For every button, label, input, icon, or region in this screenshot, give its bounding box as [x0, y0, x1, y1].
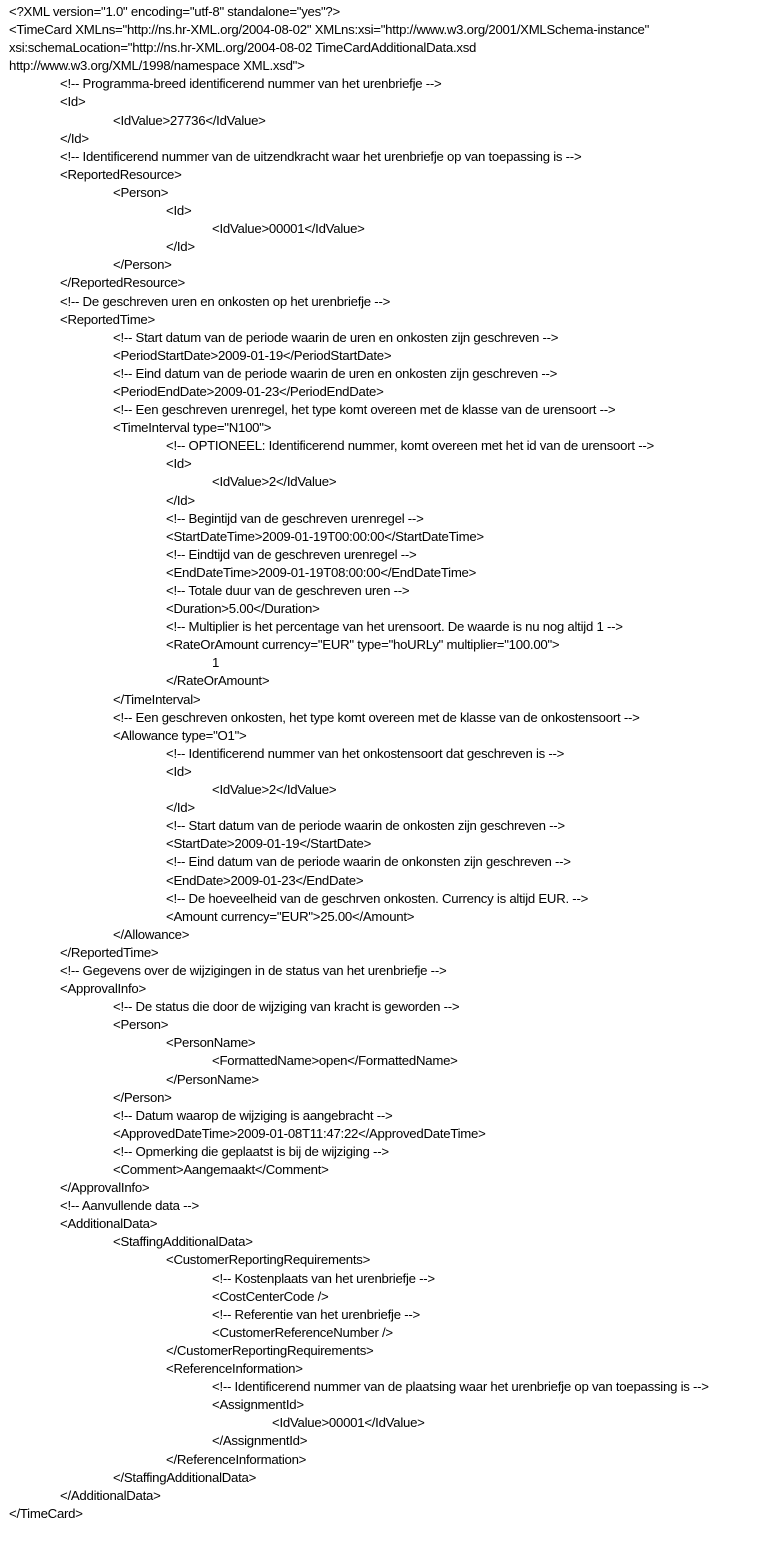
xml-line: </TimeCard> [9, 1505, 83, 1521]
xml-line: </StaffingAdditionalData> [113, 1469, 257, 1485]
xml-line: </Id> [166, 239, 195, 255]
xml-line: </Person> [113, 1089, 172, 1105]
xml-line: </TimeInterval> [113, 691, 201, 707]
xml-line: <Amount currency="EUR">25.00</Amount> [166, 908, 415, 924]
xml-line: <!-- Begintijd van de geschreven urenregel --> [166, 510, 424, 526]
xml-line: <EndDateTime>2009-01-19T08:00:00</EndDateTime> [166, 564, 477, 580]
xml-line: </AdditionalData> [60, 1487, 161, 1503]
xml-line: <PeriodEndDate>2009-01-23</PeriodEndDate> [113, 383, 384, 399]
xml-line: </ReportedTime> [60, 944, 159, 960]
xml-line: <Allowance type="O1"> [113, 727, 247, 743]
xml-line: <ReferenceInformation> [166, 1361, 303, 1377]
xml-line: <IdValue>2</IdValue> [212, 782, 337, 798]
xml-line: </Id> [166, 492, 195, 508]
xml-line: </RateOrAmount> [166, 673, 270, 689]
xml-line: <IdValue>27736</IdValue> [113, 112, 266, 128]
xml-line: <Duration>5.00</Duration> [166, 601, 320, 617]
xml-line: <?XML version="1.0" encoding="utf-8" standalone="yes"?> [9, 4, 340, 19]
xml-line: <Id> [166, 203, 192, 219]
xml-line: <!-- De geschreven uren en onkosten op het urenbriefje --> [60, 293, 391, 309]
xml-line: <Id> [166, 456, 192, 472]
xml-line: <!-- Gegevens over de wijzigingen in de status van het urenbriefje --> [60, 962, 447, 978]
xml-line: <!-- Identificerend nummer van het onkostensoort dat geschreven is --> [166, 745, 565, 761]
xml-line: <!-- Identificerend nummer van de plaatsing waar het urenbriefje op van toepassing is --> [212, 1379, 709, 1395]
xml-line: <ReportedResource> [60, 166, 182, 182]
xml-line: <!-- Eind datum van de periode waarin de uren en onkosten zijn geschreven --> [113, 365, 558, 381]
xml-line: <ReportedTime> [60, 311, 155, 327]
xml-line: <!-- De hoeveelheid van de geschrven onkosten. Currency is altijd EUR. --> [166, 890, 589, 906]
xml-line: 1 [212, 655, 220, 671]
xml-line: <AdditionalData> [60, 1216, 158, 1232]
xml-line: </AssignmentId> [212, 1433, 308, 1449]
xml-line: <!-- De status die door de wijziging van kracht is geworden --> [113, 999, 460, 1015]
xml-line: <StartDateTime>2009-01-19T00:00:00</StartDateTime> [166, 528, 484, 544]
xml-line: http://www.w3.org/XML/1998/namespace XML.xsd"> [9, 58, 305, 74]
xml-line: <!-- Referentie van het urenbriefje --> [212, 1306, 420, 1322]
xml-line: <IdValue>00001</IdValue> [212, 221, 365, 237]
xml-line: <TimeCard XMLns="http://ns.hr-XML.org/2004-08-02" XMLns:xsi="http://www.w3.org/2001/XMLSchema-instance" [9, 22, 650, 38]
xml-line: <IdValue>00001</IdValue> [272, 1415, 425, 1431]
xml-line: <!-- Identificerend nummer van de uitzendkracht waar het urenbriefje op van toepassing is --> [60, 148, 582, 164]
xml-line: <CostCenterCode /> [212, 1288, 329, 1304]
xml-line: </ReportedResource> [60, 275, 186, 291]
xml-line: <FormattedName>open</FormattedName> [212, 1053, 458, 1069]
xml-line: <!-- Start datum van de periode waarin de uren en onkosten zijn geschreven --> [113, 329, 559, 345]
xml-line: <Id> [166, 763, 192, 779]
xml-line: </ReferenceInformation> [166, 1451, 307, 1467]
xml-line: <!-- Aanvullende data --> [60, 1198, 199, 1214]
xml-line: <StaffingAdditionalData> [113, 1234, 253, 1250]
xml-line: <CustomerReferenceNumber /> [212, 1324, 393, 1340]
xml-line: <CustomerReportingRequirements> [166, 1252, 371, 1268]
xml-line: <ApprovedDateTime>2009-01-08T11:47:22</ApprovedDateTime> [113, 1125, 486, 1141]
xml-line: <EndDate>2009-01-23</EndDate> [166, 872, 364, 888]
xml-line: <!-- Een geschreven onkosten, het type komt overeen met de klasse van de onkostensoort --> [113, 709, 640, 725]
xml-line: <IdValue>2</IdValue> [212, 474, 337, 490]
xml-document [9, 3, 777, 1523]
xml-line: <StartDate>2009-01-19</StartDate> [166, 836, 372, 852]
xml-line: <PeriodStartDate>2009-01-19</PeriodStartDate> [113, 347, 392, 363]
xml-line: </CustomerReportingRequirements> [166, 1342, 374, 1358]
xml-line: </Allowance> [113, 926, 190, 942]
xml-line: </Id> [166, 800, 195, 816]
xml-line: <!-- Totale duur van de geschreven uren --> [166, 583, 410, 598]
xml-line: <Person> [113, 1017, 169, 1033]
xml-line: </ApprovalInfo> [60, 1180, 150, 1196]
xml-line: </Id> [60, 130, 89, 146]
xml-line: <AssignmentId> [212, 1397, 304, 1413]
xml-line: <Id> [60, 94, 86, 110]
xml-line: <RateOrAmount currency="EUR" type="hoURLy" multiplier="100.00"> [166, 637, 560, 653]
xml-line: <Person> [113, 184, 169, 200]
xml-line: <!-- Start datum van de periode waarin de onkosten zijn geschreven --> [166, 818, 565, 834]
xml-line: <!-- Datum waarop de wijziging is aangebracht --> [113, 1107, 393, 1123]
xml-line: xsi:schemaLocation="http://ns.hr-XML.org/2004-08-02 TimeCardAdditionalData.xsd [9, 40, 477, 56]
xml-line: <Comment>Aangemaakt</Comment> [113, 1162, 329, 1177]
xml-line: <!-- Kostenplaats van het urenbriefje --> [212, 1270, 435, 1286]
xml-line: <!-- OPTIONEEL: Identificerend nummer, komt overeen met het id van de urensoort --> [166, 438, 654, 454]
xml-line: <!-- Programma-breed identificerend nummer van het urenbriefje --> [60, 76, 442, 92]
xml-line: <!-- Een geschreven urenregel, het type komt overeen met de klasse van de urensoort --> [113, 402, 616, 418]
xml-line: <TimeInterval type="N100"> [113, 420, 272, 436]
xml-line: <ApprovalInfo> [60, 981, 146, 997]
xml-line: </PersonName> [166, 1071, 259, 1087]
xml-line: <PersonName> [166, 1035, 256, 1051]
xml-line: <!-- Opmerking die geplaatst is bij de wijziging --> [113, 1143, 389, 1159]
xml-line: </Person> [113, 257, 172, 273]
xml-line: <!-- Eind datum van de periode waarin de onkonsten zijn geschreven --> [166, 854, 571, 870]
xml-line: <!-- Eindtijd van de geschreven urenregel --> [166, 546, 417, 562]
xml-line: <!-- Multiplier is het percentage van het urensoort. De waarde is nu nog altijd 1 --> [166, 619, 623, 635]
